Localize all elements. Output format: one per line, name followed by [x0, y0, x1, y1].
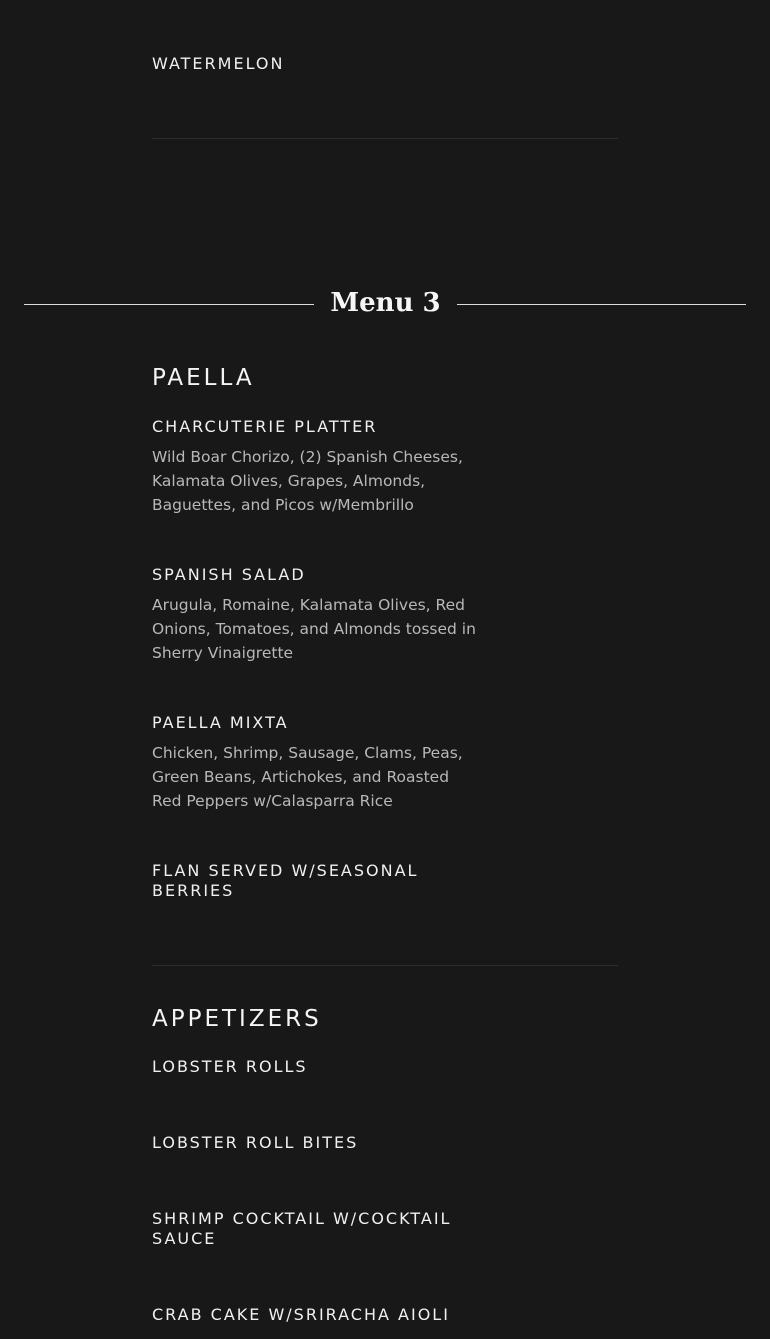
menu-item-title: LOBSTER ROLLS [152, 1057, 308, 1076]
menu-item-title: CRAB CAKE W/SRIRACHA AIOLI [152, 1305, 450, 1324]
section-title-paella: PAELLA [152, 365, 255, 391]
section-title-appetizers: APPETIZERS [152, 1006, 322, 1032]
menu-item-description: Arugula, Romaine, Kalamata Olives, Red Onions, Tomatoes, and Almonds tossed in Sherry Vinaigrette [152, 596, 476, 662]
heading-rule-right [457, 304, 746, 305]
menu-item-title: SHRIMP COCKTAIL W/COCKTAIL SAUCE [152, 1209, 452, 1248]
menu-item-title: LOBSTER ROLL BITES [152, 1133, 359, 1152]
menu-item-title: PAELLA MIXTA [152, 713, 289, 732]
menu-title: Menu 3 [330, 288, 441, 318]
section-divider [152, 965, 618, 966]
menu-item-description: Chicken, Shrimp, Sausage, Clams, Peas, Green Beans, Artichokes, and Roasted Red Peppers w/Calasparra Rice [152, 744, 463, 810]
menu-item-description: Wild Boar Chorizo, (2) Spanish Cheeses, Kalamata Olives, Grapes, Almonds, Baguettes, and Picos w/Membrillo [152, 448, 463, 514]
menu-item-title: FLAN SERVED W/SEASONAL BERRIES [152, 861, 419, 900]
section-divider [152, 138, 618, 139]
menu-item-title: CHARCUTERIE PLATTER [152, 417, 378, 436]
heading-rule-left [24, 304, 314, 305]
menu-item-title: SPANISH SALAD [152, 565, 306, 584]
menu-item-title: WATERMELON [152, 54, 285, 73]
menu-heading [0, 284, 770, 324]
